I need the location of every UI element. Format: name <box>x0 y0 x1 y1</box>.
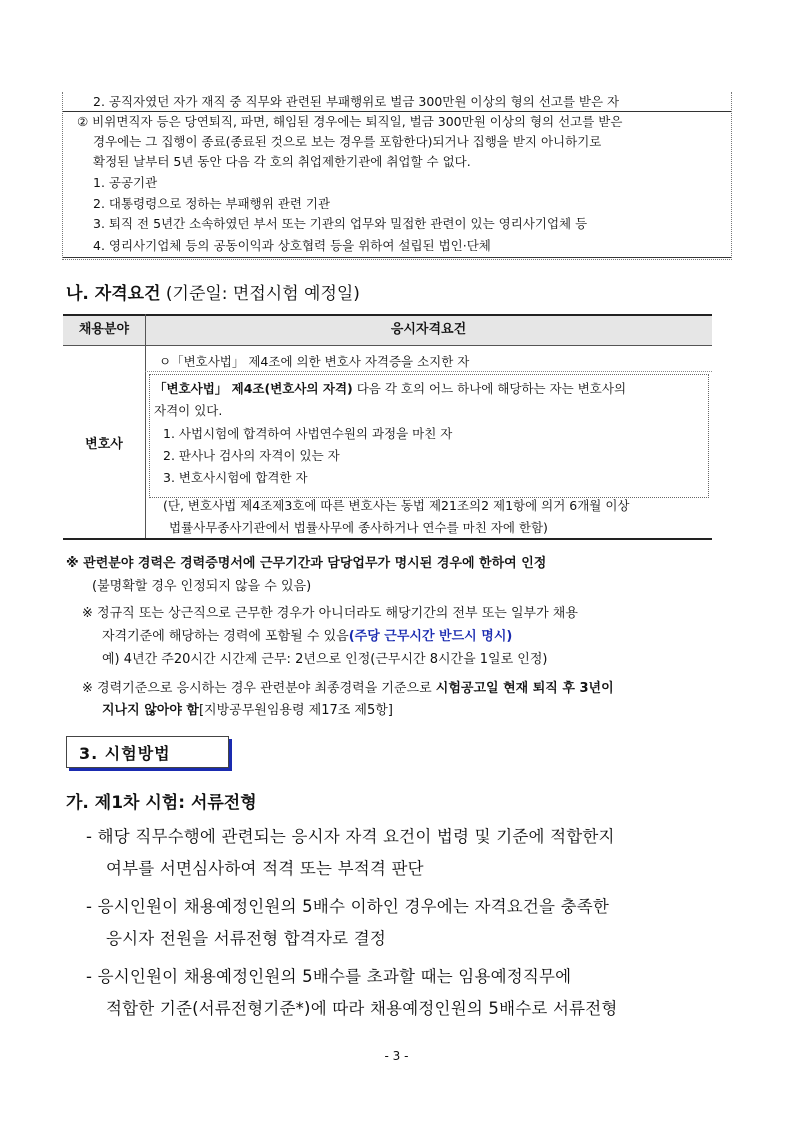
divider <box>63 111 731 112</box>
note-parttime: ※ 정규직 또는 상근직으로 근무한 경우가 아니더라도 해당기간의 전부 또는 일부가 채용 <box>82 606 578 621</box>
note-retirement <box>82 677 614 696</box>
note-text: 자격기준에 해당하는 경력에 포함될 수 있음 <box>102 629 349 644</box>
clause-line: ② 비위면직자 등은 당연퇴직, 파면, 해임된 경우에는 퇴직일, 벌금 300만원 이상의 형의 선고를 받은 <box>77 114 623 129</box>
law-item: 2. 판사나 검사의 자격이 있는 자 <box>163 448 340 463</box>
clause-line: 경우에는 그 집행이 종료(종료된 것으로 보는 경우를 포함한다)되거나 집행을 받지 아니하기로 <box>93 134 602 149</box>
exception-note: (단, 변호사법 제4조제3호에 따른 변호사는 동법 제21조의2 제1항에 의거 6개월 이상 <box>163 498 630 513</box>
divider <box>63 257 731 258</box>
law-text: 다음 각 호의 어느 하나에 해당하는 자는 변호사의 <box>352 381 627 396</box>
bullet-line: 응시자 전원을 서류전형 합격자로 결정 <box>106 929 387 948</box>
bullet-line: 적합한 기준(서류전형기준*)에 따라 채용예정인원의 5배수로 서류전형 <box>106 999 618 1018</box>
law-item: 1. 사법시험에 합격하여 사법연수원의 과정을 마친 자 <box>163 426 453 441</box>
subsection-title: 가. 제1차 시험: 서류전형 <box>66 793 257 813</box>
section-3-title: 3. 시험방법 <box>79 744 171 763</box>
header-field: 채용분야 <box>78 322 130 337</box>
section-heading-qualification <box>66 279 360 304</box>
note-parttime-cont <box>102 625 512 644</box>
law-quote-line <box>154 379 626 397</box>
note-example: 예) 4년간 주20시간 시간제 근무: 2년으로 인정(근무시간 8시간을 1일로 인정) <box>102 652 548 667</box>
clause-line: 2. 공직자였던 자가 재직 중 직무와 관련된 부패행위로 벌금 300만원 이상의 형의 선고를 받은 자 <box>93 94 620 109</box>
column-divider <box>145 314 146 540</box>
clause-item: 3. 퇴직 전 5년간 소속하였던 부서 또는 기관의 업무와 밀접한 관련이 있는 영리사기업체 등 <box>93 216 588 231</box>
note-retirement-cont <box>102 699 393 718</box>
note-experience-sub: (불명확할 경우 인정되지 않을 수 있음) <box>92 579 312 594</box>
clause-item: 1. 공공기관 <box>93 175 158 190</box>
note-bold: 지나지 않아야 함 <box>102 703 199 718</box>
qualification-table <box>63 314 712 540</box>
note-text: [지방공무원임용령 제17조 제5항] <box>198 703 393 718</box>
clause-item: 4. 영리사기업체 등의 공동이익과 상호협력 등을 위하여 설립된 법인·단체 <box>93 238 491 253</box>
requirement-line: ㅇ「변호사법」 제4조에 의한 변호사 자격증을 소지한 자 <box>159 354 470 369</box>
field-cell: 변호사 <box>85 437 123 452</box>
section-3-box <box>66 736 229 768</box>
bullet-line: 여부를 서면심사하여 적격 또는 부적격 판단 <box>106 859 424 878</box>
note-bold: 시험공고일 현재 퇴직 후 3년이 <box>435 681 614 696</box>
clause-item: 2. 대통령령으로 정하는 부패행위 관련 기관 <box>93 196 331 211</box>
bullet-line: - 응시인원이 채용예정인원의 5배수를 초과할 때는 임용예정직무에 <box>86 967 572 986</box>
row-divider <box>145 371 712 372</box>
clause-line: 확정된 날부터 5년 동안 다음 각 호의 취업제한기관에 취업할 수 없다. <box>93 154 471 169</box>
exception-note: 법률사무종사기관에서 법률사무에 종사하거나 연수를 마친 자에 한함) <box>169 520 548 535</box>
law-item: 3. 변호사시험에 합격한 자 <box>163 470 308 485</box>
section-title: 나. 자격요건 <box>66 284 161 304</box>
table-bottom-border <box>63 538 712 540</box>
page-number: - 3 - <box>384 1049 409 1063</box>
note-emphasis: (주당 근무시간 반드시 명시) <box>348 629 513 644</box>
header-requirements: 응시자격요건 <box>390 322 467 337</box>
bullet-line: - 해당 직무수행에 관련되는 응시자 자격 요건이 법령 및 기준에 적합한지 <box>86 827 615 846</box>
bullet-line: - 응시인원이 채용예정인원의 5배수 이하인 경우에는 자격요건을 충족한 <box>86 897 609 916</box>
note-experience: ※ 관련분야 경력은 경력증명서에 근무기간과 담당업무가 명시된 경우에 한하여 인정 <box>66 556 547 571</box>
note-text: ※ 경력기준으로 응시하는 경우 관련분야 최종경력을 기준으로 <box>82 681 436 696</box>
law-quote-line: 자격이 있다. <box>154 403 223 418</box>
law-title: 「변호사법」 제4조(변호사의 자격) <box>154 381 353 396</box>
prior-clause-box <box>62 92 732 260</box>
section-subtitle: (기준일: 면접시험 예정일) <box>165 284 360 304</box>
